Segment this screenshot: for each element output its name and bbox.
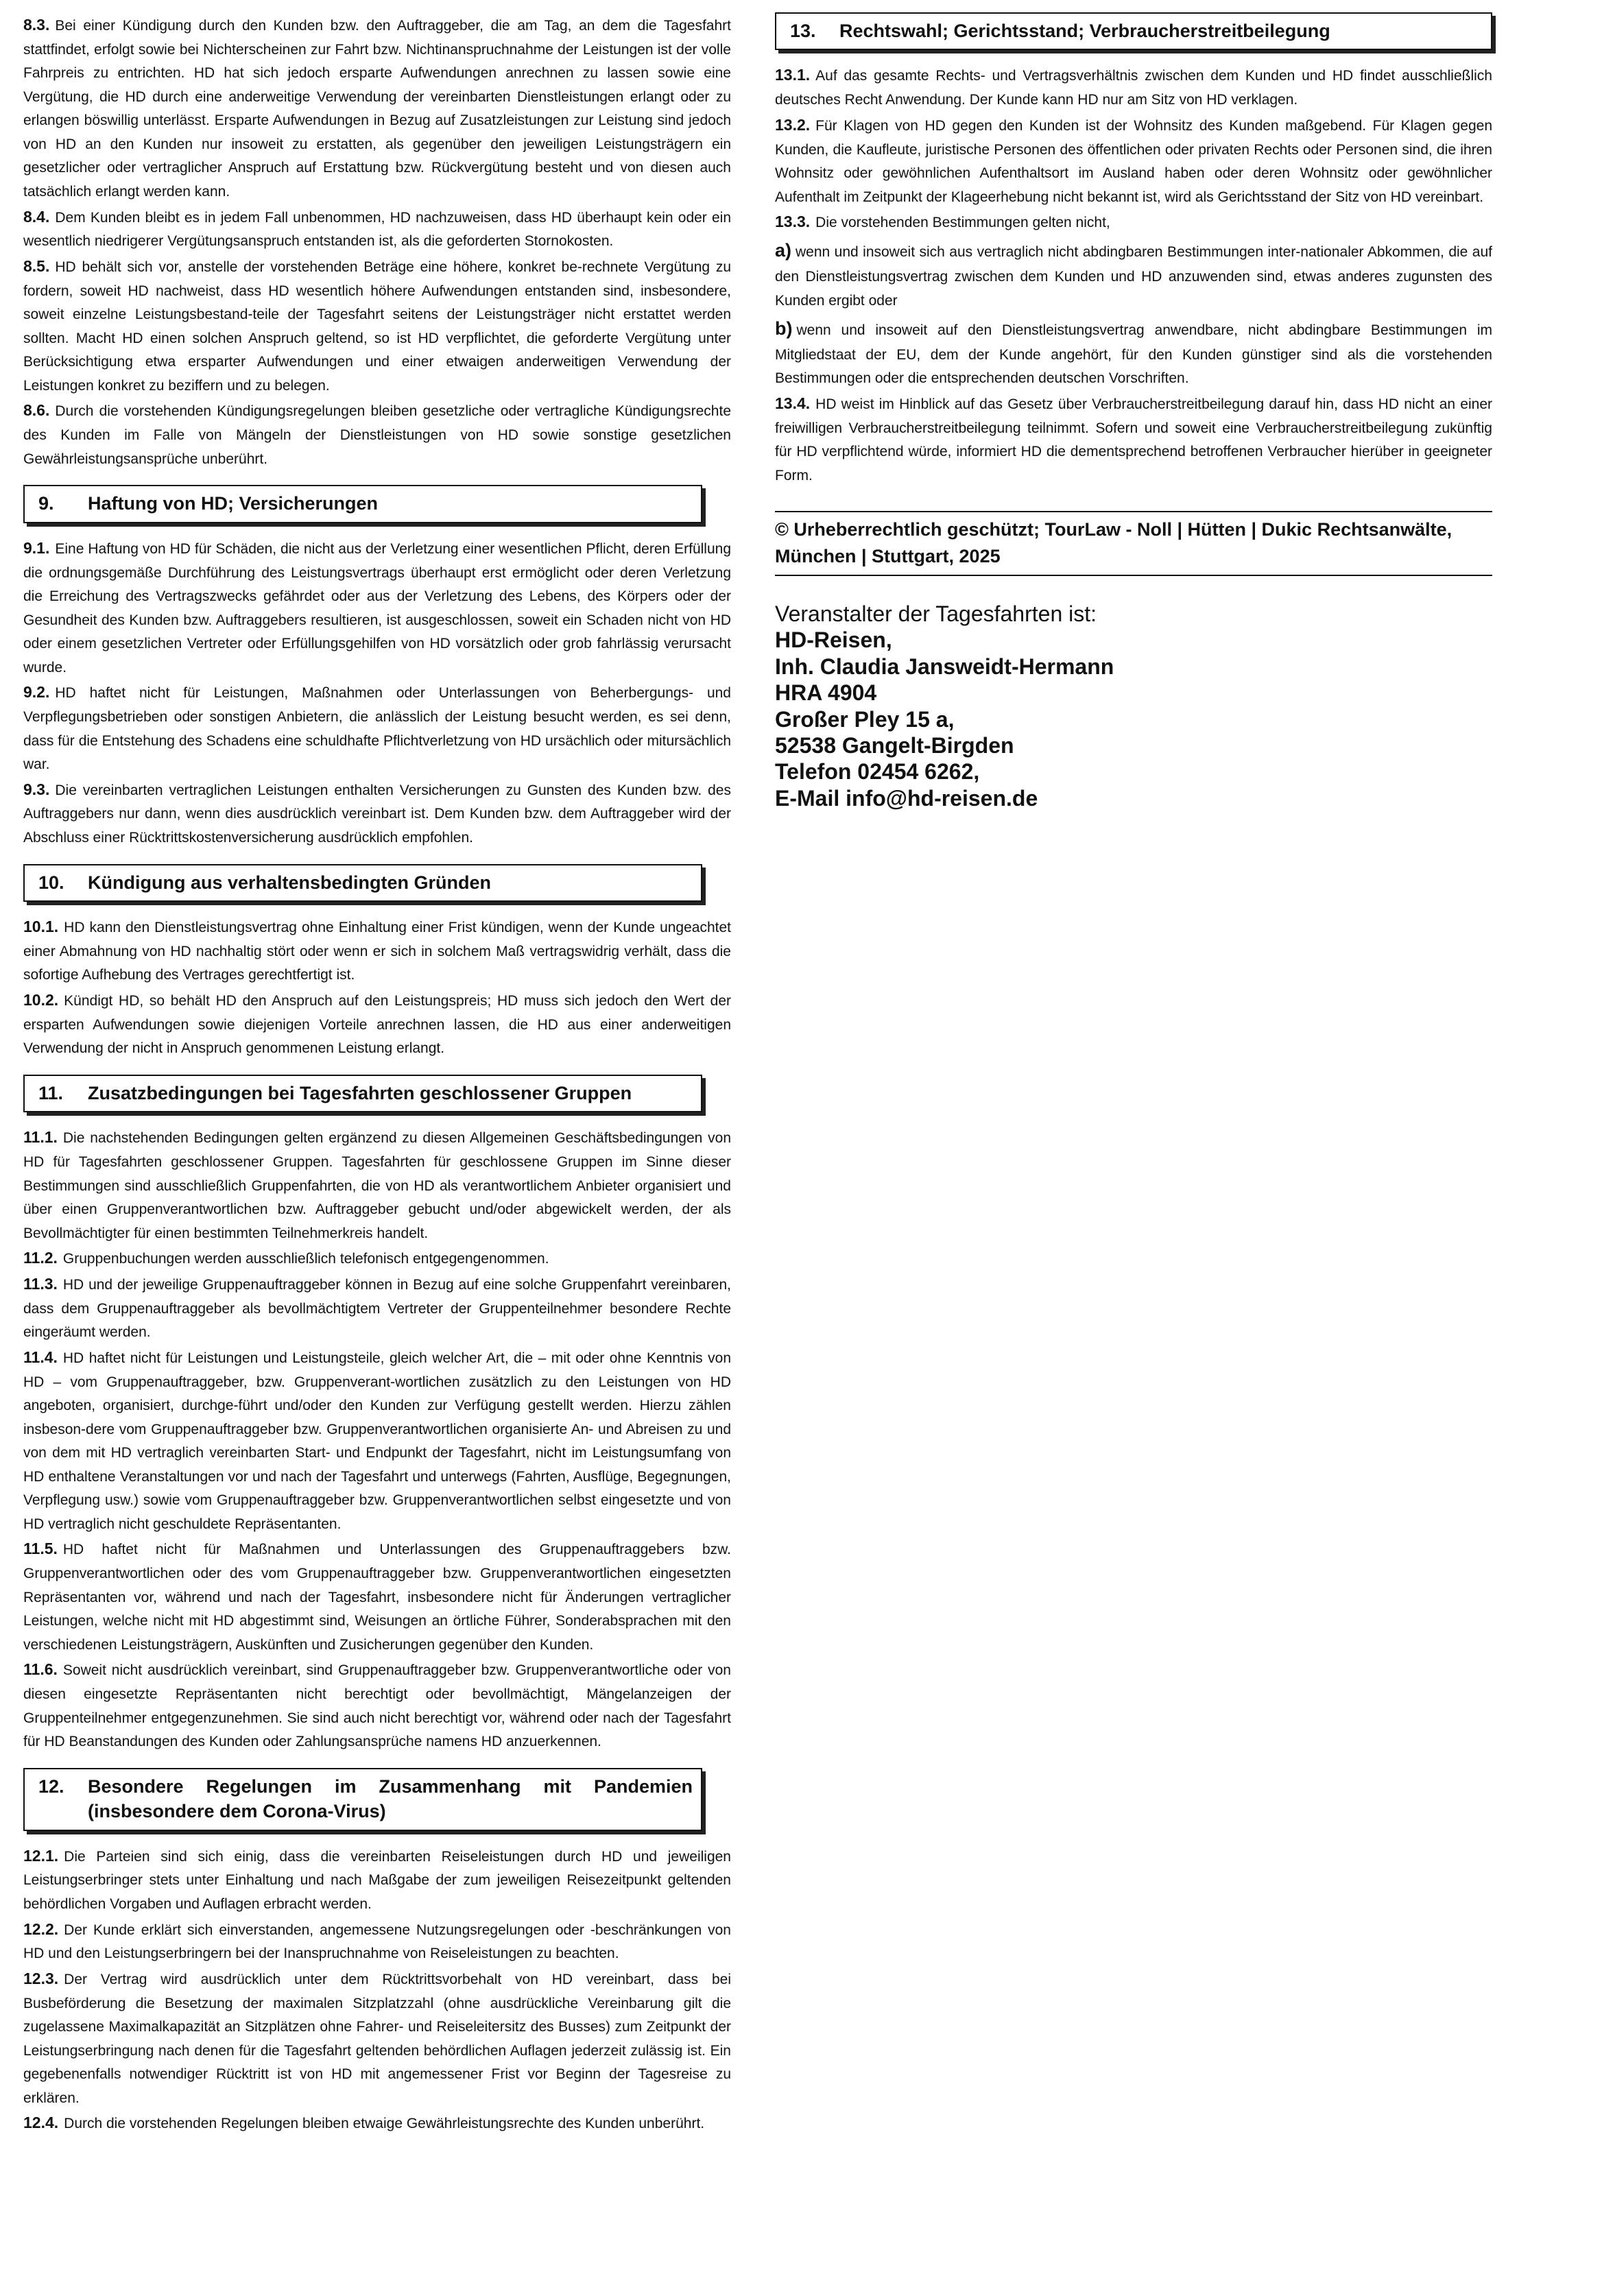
clause-number: 10.1. [23,917,59,935]
organizer-line: Telefon 02454 6262, [775,759,980,785]
section-title: Rechtswahl; Gerichtsstand; Verbraucherstreitbeilegung [839,21,1330,41]
clause-text: HD behält sich vor, anstelle der vorstehenden Beträge eine höhere, konkret be-rechnete Vergütung zu fordern, soweit HD nachweist, dass HD wesentlich höhere Aufwendungen entstanden sind, insbesondere, soweit einzelne Leistungsbestand-teile der Tagesfahrt seitens der Leistungsträger nicht erstattet werden sollten. Macht HD einen solchen Anspruch geltend, so ist HD verpflichtet, die geforderte Vergütung unter Berücksichtigung etwa ersparter Aufwendungen und einer etwaigen anderweitigen Verwendung der Leistungen konkret zu beziffern und zu belegen. [23,259,731,394]
clause-number: 13.1. [775,66,811,84]
section-heading [23,1768,702,1831]
section-heading [23,485,702,523]
clause-text: Eine Haftung von HD für Schäden, die nicht aus der Verletzung einer wesentlichen Pflicht, deren Erfüllung die ordnungsgemäße Durchführung des Leistungsvertrags überhaupt erst ermöglicht oder deren Verletzung die Erreichung des Vertragszwecks gefährdet oder aus der Verletzung des Lebens, des Körpers oder der Gesundheit des Kunden bzw. Auftraggebers resultieren, ist ausgeschlossen, soweit ein Schaden nicht von HD oder einem gesetzlichen Vertreter oder Erfüllungsgehilfen von HD vorsätzlich oder grob fahrlässig verursacht wurde. [23,540,731,675]
section-heading [23,864,702,902]
clause-text: Der Vertrag wird ausdrücklich unter dem Rücktrittsvorbehalt von HD vereinbart, dass bei Busbeförderung die Besetzung der maximalen Sitzplatzzahl (ohne ausdrückliche Vereinbarung gilt die zugelassene Maximalkapazität an Sitzplätzen ohne Fahrer- und Reiseleitersitz des Busses) zum Zeitpunkt der Leistungserbringung nach denen für die Tagesfahrt geltenden behördlichen Auflagen jederzeit zulässig ist. Ein gegebenenfalls notwendiger Rücktritt ist von HD mit angemessener Frist vor Beginn der Tagesreise zu erklären. [23,1971,731,2106]
organizer-line: 52538 Gangelt-Birgden [775,733,1014,758]
clause-number: 11.3. [23,1274,58,1293]
clause-number: 10.2. [23,990,59,1009]
clause-paragraph [23,680,731,776]
clause-number: 9.3. [23,780,50,798]
clause-number: 8.6. [23,401,50,420]
clause-number: 8.5. [23,256,50,275]
clause-paragraph [23,988,731,1061]
section-number: 10. [38,872,64,893]
clause-number: 9.1. [23,538,50,557]
clause-number: 8.4. [23,207,50,226]
clause-paragraph [23,1245,731,1271]
clause-number: 11.6. [23,1660,58,1679]
clause-paragraph [23,1536,731,1657]
clause-text: Dem Kunden bleibt es in jedem Fall unbenommen, HD nachzuweisen, dass HD überhaupt kein oder ein wesentlich niedrigerer Vergütungsanspruch entstanden ist, als die geforderten Stornokosten. [23,209,731,250]
section-heading [775,12,1492,50]
clause-text: HD und der jeweilige Gruppenauftraggeber können in Bezug auf eine solche Gruppenfahrt vereinbaren, dass dem Gruppenauftraggeber als bevollmächtigtem Vertreter der Gruppenteilnehmer besondere Rechte eingeräumt werden. [23,1276,731,1341]
clause-paragraph [775,62,1492,112]
section-number: 11. [38,1082,64,1103]
clause-text: HD haftet nicht für Leistungen und Leistungsteile, gleich welcher Art, die – mit oder ohne Kenntnis von HD – vom Gruppenauftraggeber, bzw. Gruppenverant-wortlichen zusätzlich zu den Leistungen von HD angeboten, organisiert, durchge-führt und/oder den Kunden zur Verfügung gestellt werden. Hierzu zählen insbeson-dere vom Gruppenauftraggeber bzw. Gruppenverantwortlichen organisierte An- und Abreisen zu und von dem mit HD vertraglich vereinbarten Start- und Endpunkt der Tagesfahrt, nicht im Leistungsumfang von HD enthaltene Veranstaltungen vor und nach der Tagesfahrt und unterwegs (Fahrten, Ausflüge, Begegnungen, Verpflegung usw.) sowie vom Gruppenauftraggeber bzw. Gruppenverantwortlichen selbst eingesetzte und von HD vertraglich nicht geschuldete Repräsentanten. [23,1350,731,1532]
organizer-block [775,601,1492,811]
section-number: 13. [790,21,816,41]
clause-number: 8.3. [23,16,50,34]
clause-number: a) [775,240,792,261]
organizer-line: HD-Reisen, [775,627,892,653]
clause-text: Die vereinbarten vertraglichen Leistungen enthalten Versicherungen zu Gunsten des Kunden bzw. des Auftraggebers nur dann, wenn dies ausdrücklich vereinbart ist. Dem Kunden bzw. dem Auftraggeber wird der Abschluss einer Rücktrittskostenversicherung ausdrücklich empfohlen. [23,782,731,846]
clause-number: b) [775,318,793,339]
clause-text: Bei einer Kündigung durch den Kunden bzw. den Auftraggeber, die am Tag, an dem die Tagesfahrt stattfindet, erfolgt sowie bei Nichterscheinen zur Fahrt bzw. Nichtinanspruchnahme der Leistungen ist der volle Fahrpreis zu entrichten. HD hat sich jedoch ersparte Aufwendungen anrechnen zu lassen sowie eine Vergütung, die HD durch eine anderweitige Verwendung der vereinbarten Dienstleistungen erlangt oder zu erlangen böswillig unterlässt. Ersparte Aufwendungen in Bezug auf Zusatzleistungen zur Leistung sind jedoch von HD an den Kunden nur insoweit zu erstatten, als gegenüber den jeweiligen Leistungsträgern ein gesetzlicher oder vertraglicher Anspruch auf Erstattung bzw. Rückvergütung besteht und von diesen auch tatsächlich erlangt werden kann. [23,18,731,200]
clause-paragraph [23,914,731,988]
section-title: Zusatzbedingungen bei Tagesfahrten geschlossener Gruppen [88,1082,632,1103]
right-column-sections [775,12,1492,488]
clause-paragraph [23,536,731,680]
clause-paragraph [23,12,731,204]
clause-text: Durch die vorstehenden Kündigungsregelungen bleiben gesetzliche oder vertragliche Kündigungsrechte des Kunden im Falle von Mängeln der Dienstleistungen von HD sowie sonstige gesetzlichen Gewährleistungsansprüche unberührt. [23,403,731,467]
clause-number: 13.2. [775,115,811,134]
clause-text: Soweit nicht ausdrücklich vereinbart, sind Gruppenauftraggeber bzw. Gruppenverantwortliche oder von diesen eingesetzte Repräsentanten nicht berechtigt oder bevollmächtigt, Mängelanzeigen der Gruppenteilnehmer entgegenzunehmen. Sie sind auch nicht berechtigt vor, während oder nach der Tagesfahrt für HD Beanstandungen des Kunden oder Zahlungsansprüche namens HD anzuerkennen. [23,1662,731,1750]
clause-number: 13.3. [775,213,811,231]
clause-paragraph [23,2110,731,2136]
clause-text: HD weist im Hinblick auf das Gesetz über Verbraucherstreitbeilegung darauf hin, dass HD nicht an einer freiwilligen Verbraucherstreitbeilegung teilnimmt. Sofern und soweit eine Verbraucherstreitbeilegung zukünftig für HD verpflichtend würde, informiert HD die dementsprechend betroffenen Verbraucher hierüber in geeigneter Form. [775,396,1492,483]
clause-text: HD haftet nicht für Leistungen, Maßnahmen oder Unterlassungen von Beherbergungs- und Verpflegungsbetrieben oder sonstigen Anbietern, die anlässlich der Leistung besucht werden, es sei denn, dass für die Entstehung des Schadens eine schuldhafte Pflichtverletzung von HD ursächlich oder mitursächlich war. [23,685,731,773]
copyright-notice: © Urheberrechtlich geschützt; TourLaw - Noll | Hütten | Dukic Rechtsanwälte, München | Stuttgart, 2025 [775,511,1492,576]
organizer-intro: Veranstalter der Tagesfahrten ist: [775,601,1097,627]
clause-text: Auf das gesamte Rechts- und Vertragsverhältnis zwischen dem Kunden und HD findet ausschließlich deutsches Recht Anwendung. Der Kunde kann HD nur am Sitz von HD verklagen. [775,68,1492,108]
clause-text: HD kann den Dienstleistungsvertrag ohne Einhaltung einer Frist kündigen, wenn der Kunde ungeachtet einer Abmahnung von HD nachhaltig stört oder wenn er sich in solchem Maß vertragswidrig verhält, dass die sofortige Aufhebung des Vertrages gerechtfertigt ist. [23,919,731,983]
section-title: Kündigung aus verhaltensbedingten Gründen [88,872,492,893]
clause-text: Gruppenbuchungen werden ausschließlich telefonisch entgegengenommen. [62,1251,549,1267]
clause-text: Die nachstehenden Bedingungen gelten ergänzend zu diesen Allgemeinen Geschäftsbedingungen von HD für Tagesfahrten geschlossener Gruppen. Tagesfahrten für geschlossene Gruppen im Sinne dieser Bestimmungen sind ausschließlich Gruppenfahrten, die von HD als verantwortlichem Anbieter organisiert und über einen Gruppenverantwortlichen bzw. Auftraggeber gebucht und/oder abgewickelt werden, der als Bevollmächtigter für einen bestimmten Teilnehmerkreis handelt. [23,1130,731,1241]
clause-number: 11.5. [23,1540,58,1558]
clause-number: 13.4. [775,394,811,412]
organizer-line: HRA 4904 [775,680,877,706]
clause-text: Die vorstehenden Bestimmungen gelten nicht, [815,215,1110,231]
clause-text: Der Kunde erklärt sich einverstanden, angemessene Nutzungsregelungen oder -beschränkungen von HD und den Leistungserbringern bei der Inanspruchnahme von Reiseleistungen zu beachten. [23,1922,731,1962]
organizer-line: E-Mail info@hd-reisen.de [775,785,1038,811]
clause-paragraph [23,777,731,850]
organizer-lines [775,627,1492,811]
section-title: Besondere Regelungen im Zusammenhang mit Pandemien (insbesondere dem Corona-Virus) [88,1775,693,1822]
sub-clause [775,235,1492,313]
clause-paragraph [23,1345,731,1537]
clause-paragraph [23,1917,731,1966]
clause-number: 9.2. [23,683,50,702]
clause-number: 11.4. [23,1348,58,1366]
clause-text: HD haftet nicht für Maßnahmen und Unterlassungen des Gruppenauftraggebers bzw. Gruppenverantwortlichen oder des vom Gruppenauftraggeber bzw. Gruppenverantwortlichen eingesetzten Repräsentanten vor, während und nach der Tagesfahrt, insbesondere nicht für Änderungen vertraglicher Leistungen, welche nicht mit HD abgestimmt sind, Weisungen an örtliche Führer, Sonderabsprachen mit den verschiedenen Leistungsträgern, Auskünften und Zusicherungen gegenüber den Kunden. [23,1542,731,1653]
clause-text: Für Klagen von HD gegen den Kunden ist der Wohnsitz des Kunden maßgebend. Für Klagen gegen Kunden, die Kaufleute, juristische Personen des öffentlichen oder privaten Rechts oder Personen sind, die ihren Wohnsitz oder gewöhnlichen Aufenthaltsort im Ausland haben oder deren Wohnsitz oder gewöhnlicher Aufenthalt im Zeitpunkt der Klageerhebung nicht bekannt ist, wird als Gerichtsstand der Sitz von HD vereinbart. [775,117,1492,205]
right-column [775,12,1492,811]
clause-paragraph [775,209,1492,235]
clause-number: 12.3. [23,1969,59,1987]
clause-number: 11.1. [23,1128,58,1147]
clause-paragraph [775,112,1492,209]
section-number: 12. [38,1775,64,1797]
clause-number: 12.2. [23,1920,59,1938]
clause-paragraph [23,1966,731,2110]
clause-text: wenn und insoweit auf den Dienstleistungsvertrag anwendbare, nicht abdingbare Bestimmungen im Mitgliedstaat der EU, dem der Kunde angehört, für den Kunden günstiger sind als die vorstehenden Bestimmungen oder die entsprechenden deutschen Vorschriften. [775,322,1492,387]
clause-text: Die Parteien sind sich einig, dass die vereinbarten Reiseleistungen durch HD und jeweiligen Leistungserbringer stets unter Einhaltung und nach Maßgabe der zum jeweiligen Reisezeitpunkt geltenden behördlichen Vorgaben und Auflagen erbracht werden. [23,1848,731,1912]
section-title: Haftung von HD; Versicherungen [88,493,379,514]
organizer-line: Großer Pley 15 a, [775,706,955,732]
section-heading [23,1075,702,1112]
clause-paragraph [23,398,731,471]
clause-paragraph [23,1125,731,1245]
left-column [23,12,731,2136]
clause-text: Durch die vorstehenden Regelungen bleiben etwaige Gewährleistungsrechte des Kunden unberührt. [64,2116,705,2132]
clause-number: 11.2. [23,1249,58,1267]
organizer-line: Inh. Claudia Jansweidt-Hermann [775,654,1114,679]
clause-paragraph [23,1271,731,1345]
clause-paragraph [775,391,1492,488]
clause-text: Kündigt HD, so behält HD den Anspruch auf den Leistungspreis; HD muss sich jedoch den Wert der ersparten Aufwendungen sowie diejenigen Vorteile anrechnen lassen, die HD aus einer anderweitigen Verwendung der nicht in Anspruch genommenen Leistung erlangt. [23,992,731,1057]
clause-paragraph [23,1657,731,1754]
clause-paragraph [23,1843,731,1917]
clause-number: 12.4. [23,2114,59,2132]
clause-text: wenn und insoweit sich aus vertraglich nicht abdingbaren Bestimmungen inter-nationaler Abkommen, die auf den Dienstleistungsvertrag zwischen dem Kunden und HD anzuwenden sind, etwas anderes zugunsten des Kunden ergibt oder [775,244,1492,309]
section-number: 9. [38,493,54,514]
clause-number: 12.1. [23,1846,59,1865]
clause-paragraph [23,254,731,398]
sub-clause [775,313,1492,391]
clause-paragraph [23,204,731,254]
